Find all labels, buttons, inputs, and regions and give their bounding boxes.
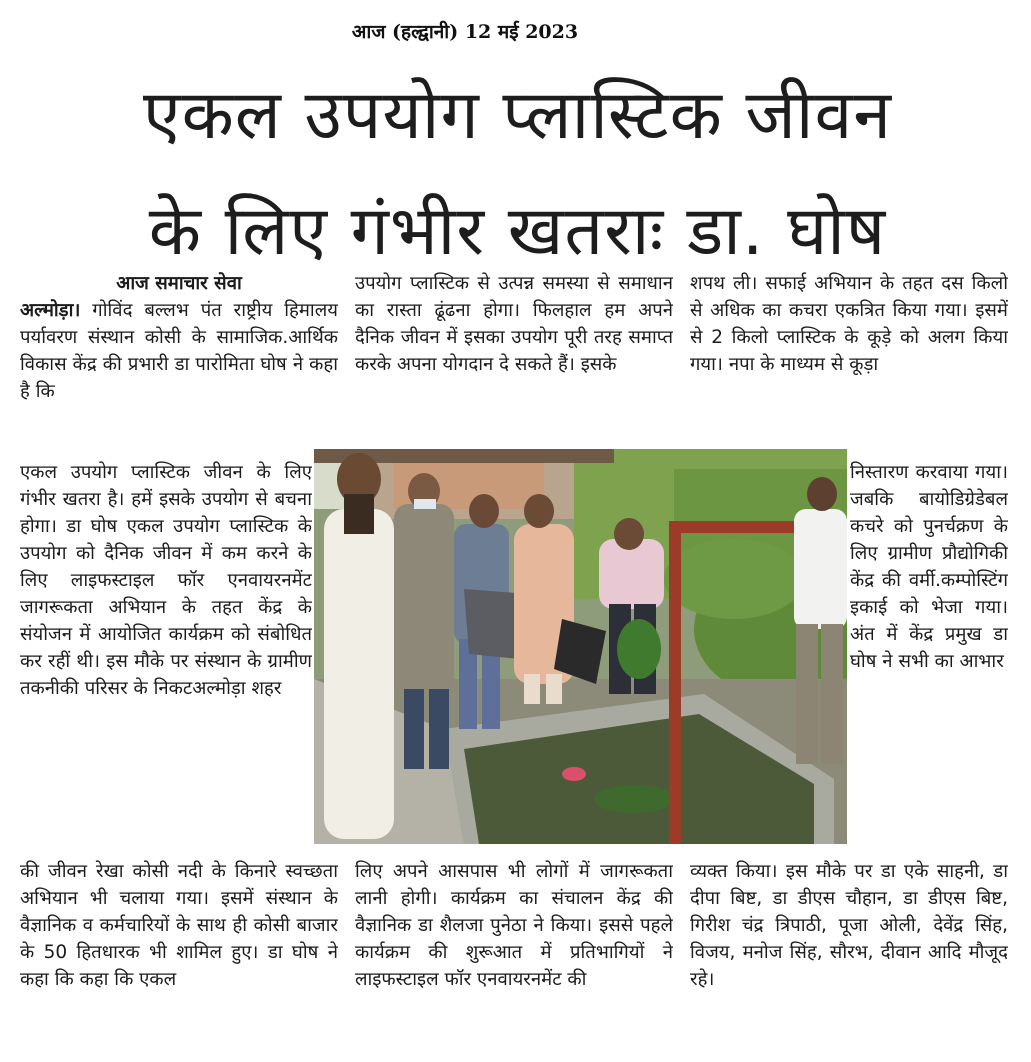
- column-3-middle-text: निस्तारण करवाया गया। जबकि बायोडिग्रेडेबल कचरे को पुनर्चक्रण के लिए ग्रामीण प्रौद्योगिकी केंद्र की वर्मी.कम्पोस्टिंग इकाई को भेजा गया।अंत में केंद्र प्रमुख डा घोष ने सभी का आभार: [850, 462, 1008, 672]
- news-photo-illustration: [314, 449, 847, 844]
- column-3-bottom: [690, 858, 1008, 1058]
- dateline: आज (हल्द्वानी) 12 मई 2023: [351, 21, 579, 43]
- column-1-top-text: गोविंद बल्लभ पंत राष्ट्रीय हिमालय पर्यावरण संस्थान कोसी के सामाजिक.आर्थिक विकास केंद्र की प्रभारी डा पारोमिता घोष ने कहा है कि: [20, 300, 338, 402]
- headline: [30, 58, 1005, 290]
- column-3-bottom-text: व्यक्त किया। इस मौके पर डा एके साहनी, डा दीपा बिष्ट, डा डीएस चौहान, डा डीएस बिष्ट, गिरीश चंद्र त्रिपाठी, पूजा ओली, देवेंद्र सिंह, विजय, मनोज सिंह, सौरभ, दीवान आदि मौजूद रहे।: [690, 861, 1008, 990]
- column-3-top-text: शपथ ली। सफाई अभियान के तहत दस किलो से अधिक का कचरा एकत्रित किया गया। इसमें से 2 किलो प्लास्टिक के कूड़े को अलग किया गया। नपा के माध्यम से कूड़ा: [690, 273, 1008, 375]
- column-2-bottom-text: लिए अपने आसपास भी लोगों में जागरूकता लानी होगी। कार्यक्रम का संचालन केंद्र की वैज्ञानिक डा शैलजा पुनेठा ने किया। इससे पहले कार्यक्रम की शुरूआत में प्रतिभागियों ने लाइफस्टाइल फॉर एनवायरनमेंट की: [355, 861, 673, 990]
- column-1-middle: [20, 459, 312, 844]
- column-3-top: [690, 270, 1008, 450]
- column-3-middle: [850, 459, 1008, 844]
- column-1-middle-text: एकल उपयोग प्लास्टिक जीवन के लिए गंभीर खतरा है। हमें इसके उपयोग से बचना होगा। डा घोष एकल उपयोग प्लास्टिक के उपयोग को दैनिक जीवन में कम करने के लिए लाइफस्टाइल फॉर एनवायरनमेंट जागरूकता अभियान के तहत केंद्र के संयोजन में आयोजित कार्यक्रम को संबोधित कर रहीं थी। इस मौके पर संस्थान के ग्रामीण तकनीकी परिसर के निकटअल्मोड़ा शहर: [20, 462, 312, 699]
- column-1-bottom: [20, 858, 338, 1058]
- column-2-top-text: उपयोग प्लास्टिक से उत्पन्न समस्या से समाधान का रास्ता ढूंढना होगा। फिलहाल हम अपने दैनिक जीवन में इसका उपयोग पूरी तरह समाप्त करके अपना योगदान दे सकते हैं। इसके: [355, 273, 673, 375]
- headline-line-2: के लिए गंभीर खतराः डा. घोष: [148, 192, 887, 271]
- column-1-lead: [20, 297, 338, 405]
- byline: आज समाचार सेवा: [116, 273, 242, 294]
- column-2-top: [355, 270, 673, 450]
- dateline-place: अल्मोड़ा।: [20, 300, 81, 321]
- column-2-bottom: [355, 858, 673, 1058]
- column-1-top: [20, 270, 338, 455]
- news-photo: [314, 449, 847, 844]
- headline-line-1: एकल उपयोग प्लास्टिक जीवन: [142, 76, 893, 155]
- column-1-bottom-text: की जीवन रेखा कोसी नदी के किनारे स्वच्छता अभियान भी चलाया गया। इसमें संस्थान के वैज्ञानिक व कर्मचारियों के साथ ही कोसी बाजार के 50 हितधारक भी शामिल हुए। डा घोष ने कहा कि कहा कि एकल: [20, 861, 338, 990]
